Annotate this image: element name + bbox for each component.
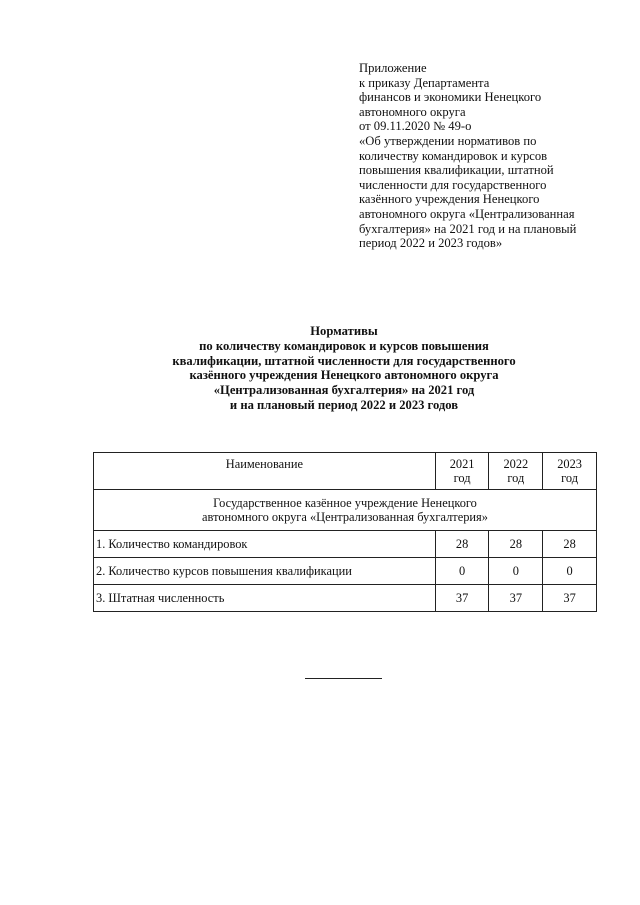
- row-label: 2. Количество курсов повышения квалификации: [94, 558, 436, 585]
- header-year-cell: [543, 453, 597, 490]
- header-year-cell: [489, 453, 543, 490]
- appendix-line: количеству командировок и курсов: [359, 148, 548, 163]
- appendix-line: казённого учреждения Ненецкого: [359, 192, 540, 207]
- table-row: [94, 585, 597, 612]
- appendix-line: автономного округа «Централизованная: [359, 206, 575, 221]
- document-title: [0, 324, 640, 413]
- appendix-line: период 2022 и 2023 годов»: [359, 236, 503, 251]
- header-year-unit: год: [561, 471, 579, 485]
- row-value: 37: [435, 585, 489, 612]
- row-value: 0: [489, 558, 543, 585]
- appendix-line: к приказу Департамента: [359, 75, 490, 90]
- title-line: «Централизованная бухгалтерия» на 2021 год: [213, 383, 475, 398]
- row-value: 28: [435, 531, 489, 558]
- row-label: 1. Количество командировок: [94, 531, 436, 558]
- norms-table: [93, 452, 597, 612]
- header-year-unit: год: [507, 471, 525, 485]
- organization-cell: [94, 490, 597, 531]
- header-year: 2023: [557, 457, 582, 471]
- appendix-line: «Об утверждении нормативов по: [359, 133, 537, 148]
- header-year: 2021: [449, 457, 475, 471]
- row-label: 3. Штатная численность: [94, 585, 436, 612]
- closing-divider: [305, 678, 382, 679]
- header-year-cell: [435, 453, 489, 490]
- appendix-line: повышения квалификации, штатной: [359, 163, 554, 178]
- row-value: 28: [489, 531, 543, 558]
- title-line: квалификации, штатной численности для государственного: [172, 353, 516, 368]
- table-row: [94, 531, 597, 558]
- title-line: Нормативы: [310, 324, 378, 338]
- appendix-line: бухгалтерия» на 2021 год и на плановый: [359, 221, 577, 236]
- row-value: 28: [543, 531, 597, 558]
- header-name-cell: Наименование: [94, 453, 436, 490]
- row-value: 0: [435, 558, 489, 585]
- appendix-line: автономного округа: [359, 104, 466, 119]
- row-value: 0: [543, 558, 597, 585]
- appendix-line: от 09.11.2020 № 49-о: [359, 119, 472, 134]
- appendix-line: численности для государственного: [359, 177, 547, 192]
- header-year: 2022: [503, 457, 529, 471]
- appendix-line: финансов и экономики Ненецкого: [359, 90, 542, 105]
- row-value: 37: [489, 585, 543, 612]
- title-line: и на плановый период 2022 и 2023 годов: [229, 397, 459, 412]
- appendix-line: Приложение: [359, 61, 427, 75]
- organization-row: [94, 490, 597, 531]
- appendix-block: [359, 61, 619, 251]
- organization-line: автономного округа «Централизованная бухгалтерия»: [202, 510, 488, 524]
- row-value: 37: [543, 585, 597, 612]
- header-year-unit: год: [453, 471, 471, 485]
- title-line: казённого учреждения Ненецкого автономного округа: [189, 368, 499, 383]
- title-line: по количеству командировок и курсов повышения: [199, 338, 489, 353]
- organization-line: Государственное казённое учреждение Ненецкого: [213, 496, 477, 510]
- table-header-row: [94, 453, 597, 490]
- table-row: [94, 558, 597, 585]
